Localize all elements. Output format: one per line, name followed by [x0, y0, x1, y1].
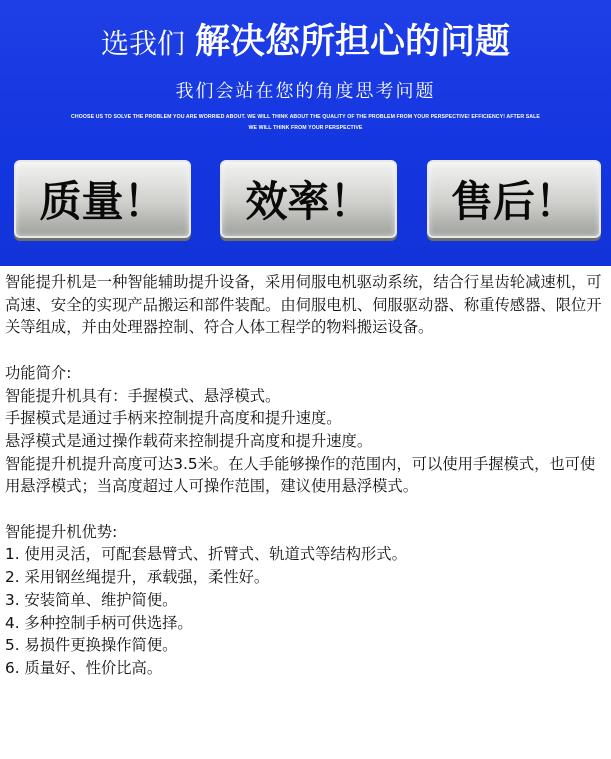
- function-line: 智能提升机具有：手握模式、悬浮模式。: [5, 386, 281, 405]
- efficiency-card: 效率！: [220, 160, 397, 238]
- advantages-heading: 智能提升机优势:: [5, 522, 118, 541]
- function-heading: 功能简介:: [5, 363, 72, 382]
- list-item: 2. 采用钢丝绳提升，承载强，柔性好。: [5, 568, 270, 587]
- banner-cards: [0, 160, 611, 250]
- intro-paragraph: 智能提升机是一种智能辅助提升设备，采用伺服电机驱动系统，结合行星齿轮减速机，可高速、安全的实现产品搬运和部件装配。由伺服电机、伺服驱动器、称重传感器、限位开关等组成，并由处理器控制、符合人体工程学的物料搬运设备。: [5, 273, 602, 337]
- promo-banner: [0, 0, 611, 266]
- quality-card: 质量！: [14, 160, 191, 238]
- function-line: 智能提升机提升高度可达3.5米。在人手能够操作的范围内，可以使用手握模式，也可使用悬浮模式；当高度超过人可操作范围，建议使用悬浮模式。: [5, 454, 596, 496]
- banner-title: [0, 14, 611, 64]
- advantages-list: [5, 543, 607, 679]
- banner-english-line-1: CHOOSE US TO SOLVE THE PROBLEM YOU ARE WORRIED ABOUT. WE WILL THINK ABOUT THE QUALITY OF THE PROBLEM FROM YOUR PERSPECTIVE! EFFICIENCY! AFTER SALE: [71, 114, 540, 120]
- list-item: 6. 质量好、性价比高。: [5, 658, 163, 677]
- banner-title-main: 解决您所担心的问题: [195, 22, 511, 62]
- article-body: [5, 271, 607, 680]
- list-item: 4. 多种控制手柄可供选择。: [5, 613, 193, 632]
- list-item: 1. 使用灵活，可配套悬臂式、折臂式、轨道式等结构形式。: [5, 545, 407, 564]
- spacer: [5, 498, 607, 521]
- banner-subtitle: 我们会站在您的角度思考问题: [175, 81, 436, 102]
- list-item: 3. 安装简单、维护简便。: [5, 590, 178, 609]
- list-item: 5. 易损件更换操作简便。: [5, 636, 178, 655]
- banner-title-prefix: 选我们: [100, 27, 185, 60]
- spacer: [5, 339, 607, 362]
- function-line: 悬浮模式是通过操作载荷来控制提升高度和提升速度。: [5, 431, 373, 450]
- after-sale-card: 售后！: [427, 160, 601, 238]
- banner-english-line-2: WE WILL THINK FROM YOUR PERSPECTIVE: [248, 125, 363, 131]
- function-line: 手握模式是通过手柄来控制提升高度和提升速度。: [5, 409, 342, 428]
